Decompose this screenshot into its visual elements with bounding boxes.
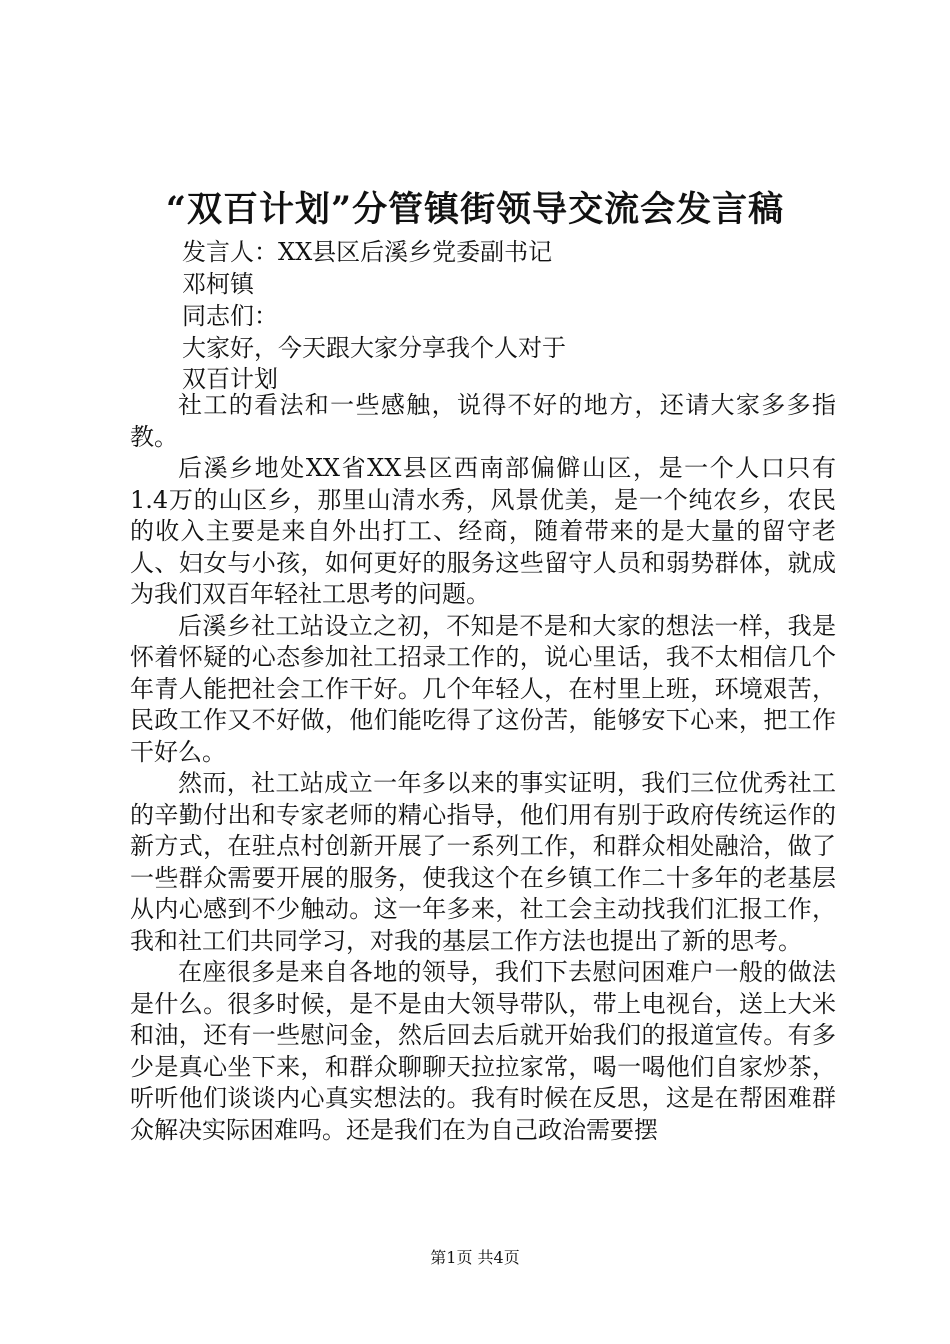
salutation: 同志们：: [182, 302, 278, 330]
document-title: “双百计划”分管镇街领导交流会发言稿: [165, 189, 785, 230]
body-paragraph: 然而，社工站成立一年多以来的事实证明，我们三位优秀社工的辛勤付出和专家老师的精心指导，他们用有别于政府传统运作的新方式，在驻点村创新开展了一系列工作，和群众相处融洽，做了一些群众需要开展的服务，使我这个在乡镇工作二十多年的老基层从内心感到不少触动。这一年多来，社工会主动找我们汇报工作，我和社工们共同学习，对我的基层工作方法也提出了新的思考。: [130, 769, 836, 955]
plan-name-line: 双百计划: [182, 365, 278, 393]
speaker-line: 发言人：XX县区后溪乡党委副书记: [182, 238, 553, 266]
speaker-name: 邓柯镇: [182, 270, 254, 298]
opening-line: 大家好，今天跟大家分享我个人对于: [182, 334, 566, 362]
document-body: [130, 390, 836, 1146]
body-paragraph: 后溪乡地处XX省XX县区西南部偏僻山区，是一个人口只有1.4万的山区乡，那里山清水秀，风景优美，是一个纯农乡，农民的收入主要是来自外出打工、经商，随着带来的是大量的留守老人、妇女与小孩，如何更好的服务这些留守人员和弱势群体，就成为我们双百年轻社工思考的问题。: [130, 454, 836, 608]
body-paragraph: 社工的看法和一些感触，说得不好的地方，还请大家多多指教。: [130, 391, 836, 451]
page-number-footer: 第1页 共4页: [430, 1248, 520, 1267]
body-paragraph: 在座很多是来自各地的领导，我们下去慰问困难户一般的做法是什么。很多时候，是不是由大领导带队，带上电视台，送上大米和油，还有一些慰问金，然后回去后就开始我们的报道宣传。有多少是真心坐下来，和群众聊聊天拉拉家常，喝一喝他们自家炒茶，听听他们谈谈内心真实想法的。我有时候在反思，这是在帮困难群众解决实际困难吗。还是我们在为自己政治需要摆: [130, 958, 836, 1144]
body-paragraph: 后溪乡社工站设立之初，不知是不是和大家的想法一样，我是怀着怀疑的心态参加社工招录工作的，说心里话，我不太相信几个年青人能把社会工作干好。几个年轻人，在村里上班，环境艰苦，民政工作又不好做，他们能吃得了这份苦，能够安下心来，把工作干好么。: [130, 611, 836, 766]
